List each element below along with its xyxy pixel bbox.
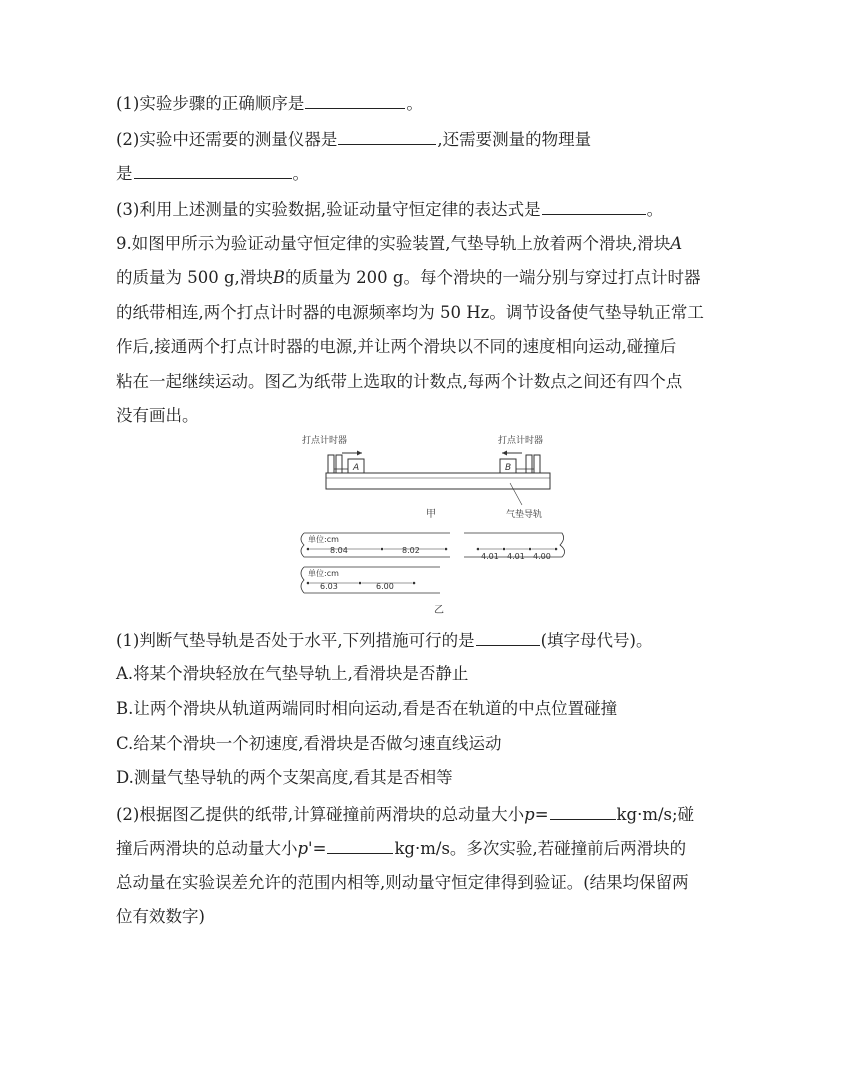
q9-2-line-4: 位有效数字) [116, 907, 205, 926]
q9-2-line-3: 总动量在实验误差允许的范围内相等,则动量守恒定律得到验证。(结果均保留两 [116, 873, 689, 892]
timer-right-label: 打点计时器 [498, 436, 544, 446]
air-track [326, 473, 550, 489]
equals: = [534, 805, 549, 824]
p9-line-5: 粘在一起继续运动。图乙为纸带上选取的计数点,每两个计数点之间还有四个点 [116, 372, 683, 391]
tape2-value: 6.00 [376, 582, 394, 591]
answer-blank[interactable] [327, 837, 393, 854]
p9-line-2 [116, 267, 700, 289]
q9-2-line-2 [116, 837, 686, 860]
prev-q1-line [116, 92, 423, 115]
q9-1-text: (1)判断气垫导轨是否处于水平,下列措施可行的是 [116, 631, 475, 650]
label-yi: 乙 [434, 605, 444, 616]
p9-text: 的质量为 200 g。每个滑块的一端分别与穿过打点计时器 [284, 268, 701, 287]
timer-right-icon [526, 455, 540, 473]
answer-blank[interactable] [542, 198, 646, 215]
option-a: A.将某个滑块轻放在气垫导轨上,看滑块是否静止 [116, 664, 469, 683]
tape2-value: 6.03 [320, 582, 338, 591]
p9-text: 9.如图甲所示为验证动量守恒定律的实验装置,气垫导轨上放着两个滑块,滑块 [116, 234, 671, 253]
p9-line-4: 作后,接通两个打点计时器的电源,并让两个滑块以不同的速度相向运动,碰撞后 [116, 337, 677, 356]
arrow-left-icon [502, 451, 522, 456]
label-jia: 甲 [426, 509, 436, 520]
var-p-prime: p' [297, 839, 313, 858]
period: 。 [646, 200, 664, 219]
q9-2-line-1 [116, 803, 694, 826]
experiment-figure [290, 425, 590, 620]
q9-1-stem [116, 629, 653, 652]
option-c: C.给某个滑块一个初速度,看滑块是否做匀速直线运动 [116, 734, 502, 753]
slider-a-label: A [353, 463, 360, 473]
unit-text: kg·m/s;碰 [616, 805, 695, 824]
prev-q2-text-is: 是 [116, 164, 133, 183]
p9-line-3: 的纸带相连,两个打点计时器的电源频率均为 50 Hz。调节设备使气垫导轨正常工 [116, 303, 704, 322]
tape1-value: 8.02 [402, 546, 420, 555]
tape1-value: 4.01 [507, 552, 525, 561]
p9-line-1 [116, 233, 682, 255]
unit-label-1: 单位:cm [308, 535, 339, 544]
answer-blank[interactable] [134, 162, 292, 179]
rail-label: 气垫导轨 [506, 510, 543, 520]
period: 。 [406, 94, 423, 113]
option-b: B.让两个滑块从轨道两端同时相向运动,看是否在轨道的中点位置碰撞 [116, 699, 618, 718]
tape1-value: 4.00 [533, 552, 551, 561]
p9-text: 的质量为 500 g,滑块 [116, 268, 273, 287]
equals: = [312, 839, 327, 858]
answer-blank[interactable] [550, 803, 616, 820]
q9-2-text: (2)根据图乙提供的纸带,计算碰撞前两滑块的总动量大小 [116, 805, 525, 824]
arrow-right-icon [342, 451, 362, 456]
var-p: p [524, 805, 535, 824]
prev-q2-text: (2)实验中还需要的测量仪器是 [116, 130, 338, 149]
q9-1-text: (填字母代号)。 [540, 631, 653, 650]
unit-text: kg·m/s。多次实验,若碰撞前后两滑块的 [394, 839, 687, 858]
slider-b-label: B [505, 463, 512, 473]
prev-q2-line2 [116, 162, 309, 185]
timer-left-label: 打点计时器 [302, 436, 348, 446]
prev-q1-text: (1)实验步骤的正确顺序是 [116, 94, 305, 113]
p9-line-6: 没有画出。 [116, 406, 199, 425]
prev-q2-text-cont: ,还需要测量的物理量 [437, 130, 592, 149]
tape1-value: 8.04 [330, 546, 348, 555]
prev-q3-line [116, 198, 663, 221]
answer-blank[interactable] [305, 92, 405, 109]
tape1-value: 4.01 [481, 552, 499, 561]
prev-q3-text: (3)利用上述测量的实验数据,验证动量守恒定律的表达式是 [116, 200, 541, 219]
p9-var-b: B [272, 268, 285, 287]
q9-2-text: 撞后两滑块的总动量大小 [116, 839, 298, 858]
prev-q2-line [116, 128, 591, 151]
answer-blank[interactable] [476, 629, 540, 646]
p9-var-a: A [670, 234, 683, 253]
period: 。 [292, 164, 309, 183]
unit-label-2: 单位:cm [308, 569, 339, 578]
option-d: D.测量气垫导轨的两个支架高度,看其是否相等 [116, 768, 453, 787]
timer-left-icon [328, 455, 342, 473]
answer-blank[interactable] [338, 128, 436, 145]
